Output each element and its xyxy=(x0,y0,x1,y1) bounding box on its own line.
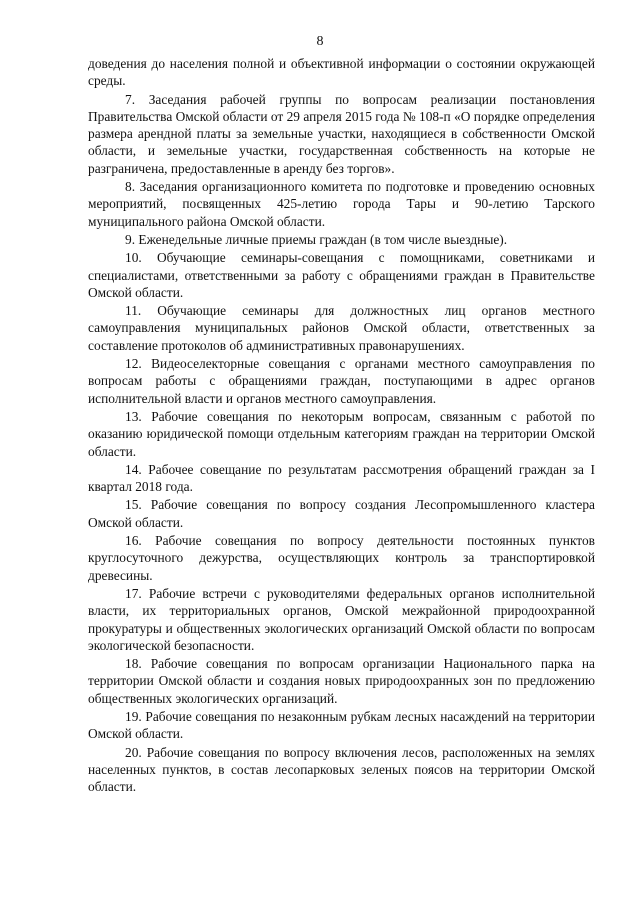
paragraph-item-11: 11. Обучающие семинары для должностных лиц органов местного самоуправления муниципальных районов Омской области, ответственных за составление протоколов об административных правонарушениях. xyxy=(88,303,595,353)
paragraph-item-17: 17. Рабочие встречи с руководителями федеральных органов исполнительной власти, их территориальных органов, Омской межрайонной природоохранной прокуратуры и общественных экологических организаций Омской области по вопросам экологической безопасности. xyxy=(88,585,595,653)
paragraph-item-16: 16. Рабочие совещания по вопросу деятельности постоянных пунктов круглосуточного дежурства, осуществляющих контроль за транспортировкой древесины. xyxy=(88,533,595,583)
paragraph-item-7: 7. Заседания рабочей группы по вопросам реализации постановления Правительства Омской области от 29 апреля 2015 года № 108-п «О порядке определения размера арендной платы за земельные участки, находящиеся в собственности Омской области, и земельные участки, государственная собственность на которые не разграничена, предоставленные в аренду без торгов». xyxy=(88,91,595,176)
paragraph-item-10: 10. Обучающие семинары-совещания с помощниками, советниками и специалистами, ответственными за работу с обращениями граждан в Правительстве Омской области. xyxy=(88,250,595,300)
document-body xyxy=(88,55,595,796)
paragraph-item-13: 13. Рабочие совещания по некоторым вопросам, связанным с работой по оказанию юридической помощи отдельным категориям граждан на территории Омской области. xyxy=(88,408,595,459)
paragraph-item-12: 12. Видеоселекторные совещания с органами местного самоуправления по вопросам работы с обращениями граждан, поступающими в адрес органов исполнительной власти и органов местного самоуправления. xyxy=(88,356,595,406)
paragraph-item-9: 9. Еженедельные личные приемы граждан (в том числе выездные). xyxy=(125,231,508,247)
page-number: 8 xyxy=(316,34,324,49)
paragraph-item-15: 15. Рабочие совещания по вопросу создания Лесопромышленного кластера Омской области. xyxy=(88,497,595,530)
paragraph-continuation: доведения до населения полной и объективной информации о состоянии окружающей среды. xyxy=(88,56,595,89)
paragraph-item-18: 18. Рабочие совещания по вопросам организации Национального парка на территории Омской области и создания новых природоохранных зон по предложению общественных экологических организаций. xyxy=(88,656,595,706)
paragraph-item-14: 14. Рабочее совещание по результатам рассмотрения обращений граждан за I квартал 2018 года. xyxy=(88,461,595,495)
paragraph-item-20: 20. Рабочие совещания по вопросу включения лесов, расположенных на землях населенных пунктов, в состав лесопарковых зеленых поясов на территории Омской области. xyxy=(88,744,595,795)
paragraph-item-19: 19. Рабочие совещания по незаконным рубкам лесных насаждений на территории Омской области. xyxy=(88,708,595,742)
paragraph-item-8: 8. Заседания организационного комитета по подготовке и проведению основных мероприятий, посвященных 425-летию города Тары и 90-летию Тарского муниципального района Омской области. xyxy=(88,179,595,229)
